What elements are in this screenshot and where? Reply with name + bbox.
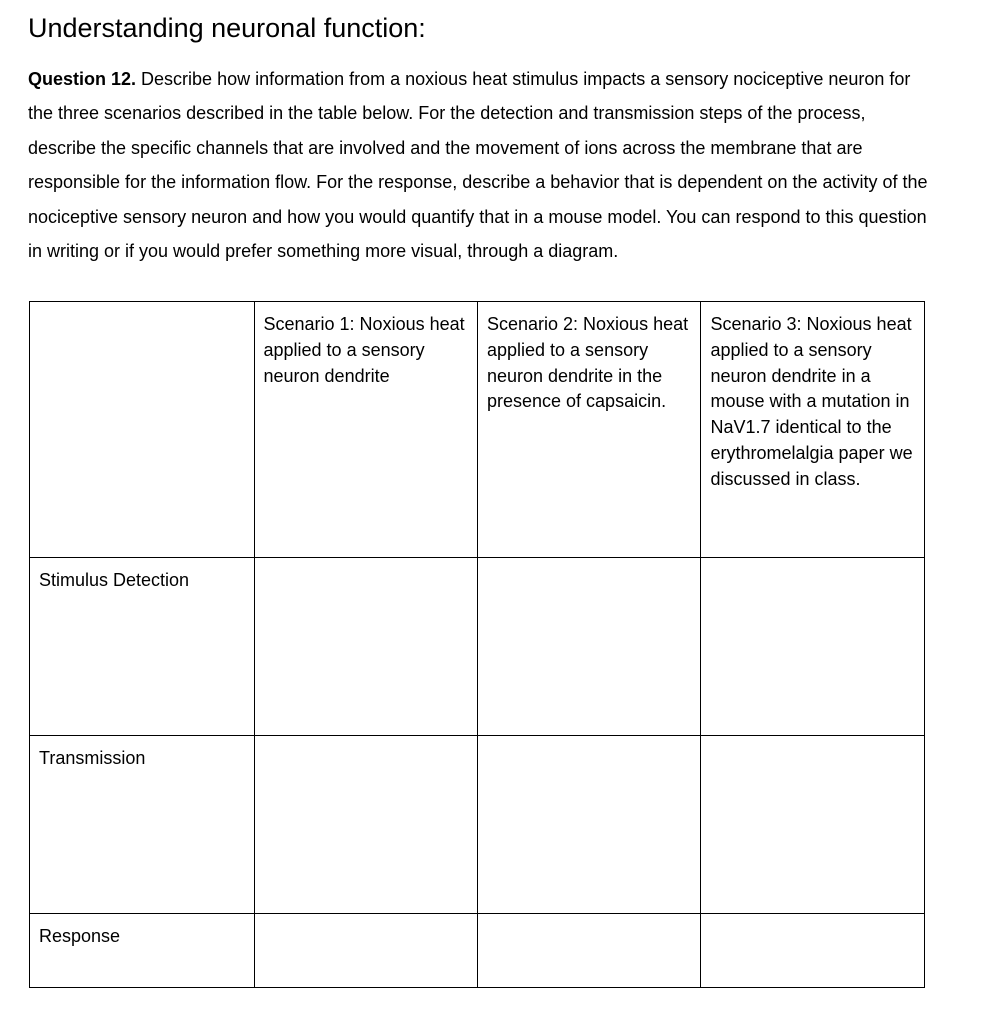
- document-page: [28, 0, 928, 946]
- table-row-stimulus-detection: [30, 558, 925, 736]
- row-label-response: Response: [30, 914, 255, 988]
- question-label: Question 12.: [28, 69, 137, 89]
- question-paragraph: [28, 62, 928, 268]
- answer-cell-detection-scenario-1[interactable]: [254, 558, 477, 736]
- answer-cell-transmission-scenario-1[interactable]: [254, 736, 477, 914]
- answer-cell-response-scenario-3[interactable]: [701, 914, 925, 988]
- table-row-transmission: [30, 736, 925, 914]
- answer-table: [29, 301, 925, 988]
- header-scenario-1: Scenario 1: Noxious heat applied to a sensory neuron dendrite: [254, 302, 477, 558]
- answer-cell-detection-scenario-3[interactable]: [701, 558, 925, 736]
- answer-cell-response-scenario-1[interactable]: [254, 914, 477, 988]
- row-label-stimulus-detection: Stimulus Detection: [30, 558, 255, 736]
- page-title: Understanding neuronal function:: [28, 13, 426, 43]
- header-corner-cell: [30, 302, 255, 558]
- answer-cell-transmission-scenario-3[interactable]: [701, 736, 925, 914]
- answer-cell-transmission-scenario-2[interactable]: [477, 736, 700, 914]
- answer-cell-detection-scenario-2[interactable]: [477, 558, 700, 736]
- answer-cell-response-scenario-2[interactable]: [477, 914, 700, 988]
- question-text: Describe how information from a noxious heat stimulus impacts a sensory nociceptive neuron for the three scenarios described in the table below. For the detection and transmission steps of the process, describe the specific channels that are involved and the movement of ions across the membrane that are responsible for the information flow. For the response, describe a behavior that is dependent on the activity of the nociceptive sensory neuron and how you would quantify that in a mouse model. You can respond to this question in writing or if you would prefer something more visual, through a diagram.: [28, 69, 928, 262]
- header-scenario-3: Scenario 3: Noxious heat applied to a sensory neuron dendrite in a mouse with a mutation in NaV1.7 identical to the erythromelalgia paper we discussed in class.: [701, 302, 925, 558]
- header-scenario-2: Scenario 2: Noxious heat applied to a sensory neuron dendrite in the presence of capsaicin.: [477, 302, 700, 558]
- table-header-row: [30, 302, 925, 558]
- table-row-response: [30, 914, 925, 988]
- row-label-transmission: Transmission: [30, 736, 255, 914]
